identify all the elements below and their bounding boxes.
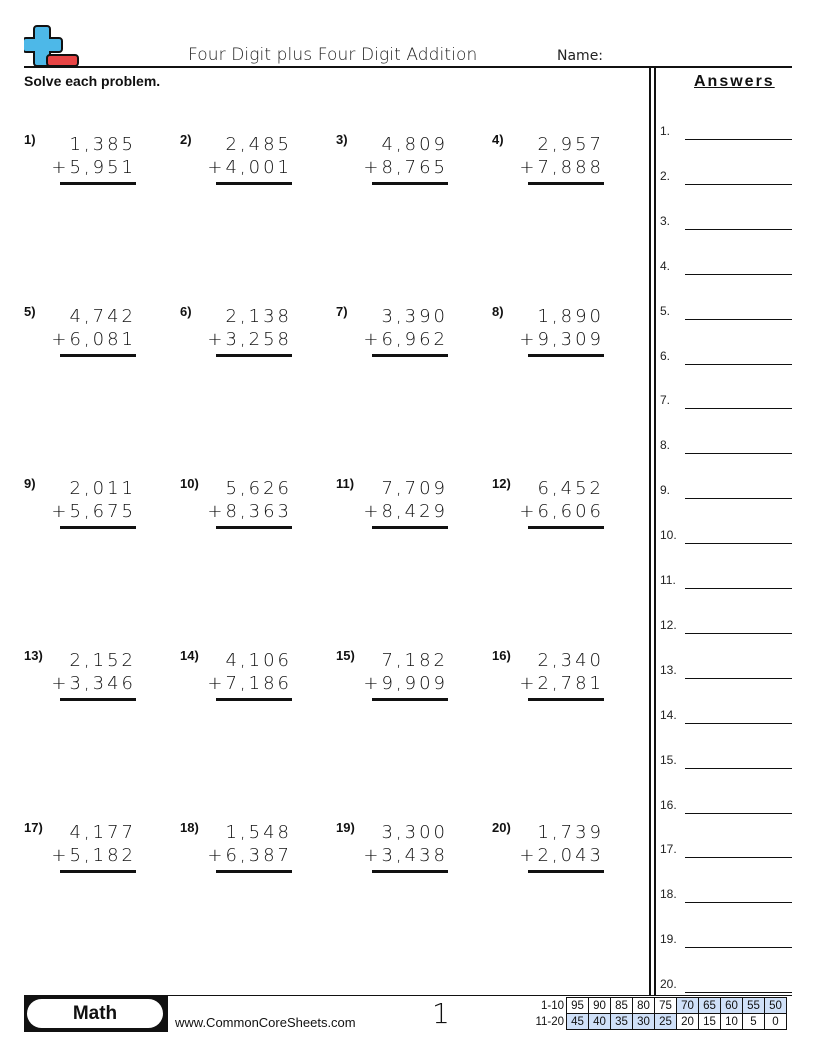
score-cell: 50 xyxy=(765,998,787,1014)
addend-top: 7,182 xyxy=(381,650,448,671)
problem-number: 8) xyxy=(492,304,504,319)
addend-bottom: +6,606 xyxy=(519,501,604,522)
sum-line xyxy=(216,870,292,873)
answer-row[interactable] xyxy=(660,928,792,948)
problem-number: 16) xyxy=(492,648,511,663)
answer-row[interactable] xyxy=(660,659,792,679)
problem-item xyxy=(24,304,136,364)
addend-bottom: +6,387 xyxy=(207,845,292,866)
sum-line xyxy=(372,698,448,701)
score-cell: 85 xyxy=(611,998,633,1014)
addend-bottom: +7,186 xyxy=(207,673,292,694)
answer-blank[interactable] xyxy=(685,588,792,589)
sum-line xyxy=(216,182,292,185)
sum-line xyxy=(216,354,292,357)
addend-bottom: +6,962 xyxy=(363,329,448,350)
answer-row[interactable] xyxy=(660,883,792,903)
addend-bottom: +9,309 xyxy=(519,329,604,350)
addend-bottom: +2,781 xyxy=(519,673,604,694)
answer-row[interactable] xyxy=(660,210,792,230)
answer-row[interactable] xyxy=(660,165,792,185)
answer-blank[interactable] xyxy=(685,498,792,499)
problem-item xyxy=(180,476,292,536)
problem-number: 6) xyxy=(180,304,192,319)
problem-number: 5) xyxy=(24,304,36,319)
problem-item xyxy=(336,820,448,880)
problem-item xyxy=(336,304,448,364)
addend-bottom: +7,888 xyxy=(519,157,604,178)
addend-bottom: +4,001 xyxy=(207,157,292,178)
problem-item xyxy=(180,820,292,880)
answer-blank[interactable] xyxy=(685,453,792,454)
answer-number: 19. xyxy=(660,932,677,947)
name-label: Name: xyxy=(557,48,604,64)
score-cell: 95 xyxy=(567,998,589,1014)
answer-row[interactable] xyxy=(660,569,792,589)
answers-heading: Answers xyxy=(694,73,775,90)
addend-top: 1,385 xyxy=(69,134,136,155)
answer-blank[interactable] xyxy=(685,813,792,814)
instructions: Solve each problem. xyxy=(24,73,161,89)
answer-row[interactable] xyxy=(660,838,792,858)
score-cell: 45 xyxy=(567,1014,589,1030)
problem-number: 9) xyxy=(24,476,36,491)
answer-number: 11. xyxy=(660,573,676,587)
problem-item xyxy=(336,132,448,192)
answer-number: 9. xyxy=(660,483,671,498)
answer-blank[interactable] xyxy=(685,902,792,903)
score-cell: 75 xyxy=(655,998,677,1014)
answer-number: 18. xyxy=(660,887,677,902)
problem-number: 20) xyxy=(492,820,511,835)
answer-row[interactable] xyxy=(660,345,792,365)
score-range-label: 11-20 xyxy=(535,1015,564,1028)
answer-blank[interactable] xyxy=(685,229,792,230)
addend-top: 2,011 xyxy=(69,478,136,499)
answer-blank[interactable] xyxy=(685,768,792,769)
problem-item xyxy=(24,132,136,192)
sum-line xyxy=(528,870,604,873)
answer-number: 10. xyxy=(660,528,677,543)
score-cell: 70 xyxy=(677,998,699,1014)
problem-number: 1) xyxy=(24,132,36,147)
problem-item xyxy=(336,648,448,708)
answer-row[interactable] xyxy=(660,973,792,993)
sum-line xyxy=(372,870,448,873)
worksheet-title: Four Digit plus Four Digit Addition xyxy=(188,45,478,65)
problem-item xyxy=(492,132,604,192)
problem-item xyxy=(492,820,604,880)
answer-blank[interactable] xyxy=(685,678,792,679)
addend-top: 4,177 xyxy=(69,822,136,843)
problem-item xyxy=(180,132,292,192)
sum-line xyxy=(372,354,448,357)
sum-line xyxy=(60,182,136,185)
addend-bottom: +3,258 xyxy=(207,329,292,350)
addend-bottom: +8,363 xyxy=(207,501,292,522)
sum-line xyxy=(216,526,292,529)
answer-number: 6. xyxy=(660,348,671,363)
score-cell: 40 xyxy=(589,1014,611,1030)
problem-number: 11) xyxy=(336,476,355,491)
answer-blank[interactable] xyxy=(685,184,792,185)
score-cell: 25 xyxy=(655,1014,677,1030)
problem-item xyxy=(336,476,448,536)
addend-bottom: +6,081 xyxy=(51,329,136,350)
addend-top: 6,452 xyxy=(537,478,604,499)
score-cell: 5 xyxy=(743,1014,765,1030)
sum-line xyxy=(372,182,448,185)
sum-line xyxy=(60,526,136,529)
subject-badge xyxy=(24,996,168,1032)
addend-bottom: +2,043 xyxy=(519,845,604,866)
addend-top: 1,548 xyxy=(225,822,292,843)
addend-top: 1,739 xyxy=(537,822,604,843)
answer-row[interactable] xyxy=(660,794,792,814)
answer-row[interactable] xyxy=(660,704,792,724)
subject-label: Math xyxy=(27,999,163,1028)
problem-item xyxy=(180,648,292,708)
problem-number: 15) xyxy=(336,648,355,663)
addend-bottom: +9,909 xyxy=(363,673,448,694)
sum-line xyxy=(216,698,292,701)
addend-top: 3,300 xyxy=(381,822,448,843)
answer-blank[interactable] xyxy=(685,408,792,409)
addend-bottom: +5,675 xyxy=(51,501,136,522)
problem-item xyxy=(492,304,604,364)
answer-number: 4. xyxy=(660,258,671,273)
addend-top: 5,626 xyxy=(225,478,292,499)
answer-row[interactable] xyxy=(660,300,792,320)
sum-line xyxy=(528,698,604,701)
addend-top: 2,957 xyxy=(537,134,604,155)
score-row xyxy=(526,1014,787,1030)
score-cell: 65 xyxy=(699,998,721,1014)
problem-item xyxy=(180,304,292,364)
answer-blank[interactable] xyxy=(685,723,792,724)
score-table xyxy=(526,997,787,1030)
sum-line xyxy=(528,182,604,185)
answer-row[interactable] xyxy=(660,120,792,140)
addend-top: 2,340 xyxy=(537,650,604,671)
score-cell: 90 xyxy=(589,998,611,1014)
problem-number: 7) xyxy=(336,304,348,319)
answer-row[interactable] xyxy=(660,389,792,409)
sum-line xyxy=(60,698,136,701)
plus-minus-logo-icon xyxy=(24,24,80,68)
addend-top: 7,709 xyxy=(381,478,448,499)
answer-number: 12. xyxy=(660,617,677,632)
sum-line xyxy=(528,354,604,357)
addend-top: 1,890 xyxy=(537,306,604,327)
score-cell: 15 xyxy=(699,1014,721,1030)
answer-row[interactable] xyxy=(660,614,792,634)
answer-number: 5. xyxy=(660,303,671,318)
problem-number: 13) xyxy=(24,648,43,663)
answer-number: 16. xyxy=(660,797,677,812)
answer-row[interactable] xyxy=(660,524,792,544)
answer-number: 3. xyxy=(660,213,671,228)
answer-blank[interactable] xyxy=(685,139,792,140)
site-url: www.CommonCoreSheets.com xyxy=(175,1015,356,1030)
answer-number: 20. xyxy=(660,977,677,992)
problem-item xyxy=(24,820,136,880)
addend-top: 2,485 xyxy=(225,134,292,155)
answer-row[interactable] xyxy=(660,255,792,275)
score-cell: 55 xyxy=(743,998,765,1014)
problem-item xyxy=(492,476,604,536)
answer-number: 8. xyxy=(660,438,671,453)
answer-row[interactable] xyxy=(660,479,792,499)
problem-number: 17) xyxy=(24,820,43,835)
score-cell: 30 xyxy=(633,1014,655,1030)
answer-number: 14. xyxy=(660,707,677,722)
header-divider xyxy=(24,66,792,68)
addend-bottom: +3,438 xyxy=(363,845,448,866)
problem-number: 3) xyxy=(336,132,348,147)
problem-number: 19) xyxy=(336,820,355,835)
answer-column-divider xyxy=(649,67,651,995)
addend-bottom: +3,346 xyxy=(51,673,136,694)
answer-blank[interactable] xyxy=(685,543,792,544)
addend-top: 2,138 xyxy=(225,306,292,327)
score-cell: 0 xyxy=(765,1014,787,1030)
page-number: 1 xyxy=(432,997,450,1030)
answer-blank[interactable] xyxy=(685,319,792,320)
problem-item xyxy=(24,476,136,536)
score-cell: 80 xyxy=(633,998,655,1014)
sum-line xyxy=(60,354,136,357)
answer-blank[interactable] xyxy=(685,364,792,365)
addend-bottom: +5,951 xyxy=(51,157,136,178)
problem-item xyxy=(492,648,604,708)
sum-line xyxy=(60,870,136,873)
answer-row[interactable] xyxy=(660,434,792,454)
problem-number: 14) xyxy=(180,648,199,663)
problem-number: 2) xyxy=(180,132,192,147)
answer-number: 7. xyxy=(660,393,671,408)
sum-line xyxy=(372,526,448,529)
problem-item xyxy=(24,648,136,708)
answer-number: 1. xyxy=(660,124,671,138)
addend-top: 4,809 xyxy=(381,134,448,155)
addend-top: 4,742 xyxy=(69,306,136,327)
answer-blank[interactable] xyxy=(685,274,792,275)
addend-bottom: +8,429 xyxy=(363,501,448,522)
score-cell: 10 xyxy=(721,1014,743,1030)
answer-number: 2. xyxy=(660,168,671,183)
score-row xyxy=(526,998,787,1014)
sum-line xyxy=(528,526,604,529)
answer-blank[interactable] xyxy=(685,633,792,634)
score-cell: 20 xyxy=(677,1014,699,1030)
problem-number: 10) xyxy=(180,476,199,491)
answer-blank[interactable] xyxy=(685,947,792,948)
problem-number: 4) xyxy=(492,132,504,147)
answer-row[interactable] xyxy=(660,749,792,769)
score-cell: 35 xyxy=(611,1014,633,1030)
addend-top: 3,390 xyxy=(381,306,448,327)
answer-column-divider xyxy=(654,67,656,995)
answer-number: 17. xyxy=(660,842,677,857)
problem-number: 18) xyxy=(180,820,199,835)
addend-top: 2,152 xyxy=(69,650,136,671)
addend-bottom: +8,765 xyxy=(363,157,448,178)
problem-number: 12) xyxy=(492,476,511,491)
addend-top: 4,106 xyxy=(225,650,292,671)
addend-bottom: +5,182 xyxy=(51,845,136,866)
score-range-label: 1-10 xyxy=(540,999,564,1012)
answer-blank[interactable] xyxy=(685,857,792,858)
score-cell: 60 xyxy=(721,998,743,1014)
answer-number: 15. xyxy=(660,752,677,767)
answer-number: 13. xyxy=(660,662,677,677)
answer-blank[interactable] xyxy=(685,992,792,993)
